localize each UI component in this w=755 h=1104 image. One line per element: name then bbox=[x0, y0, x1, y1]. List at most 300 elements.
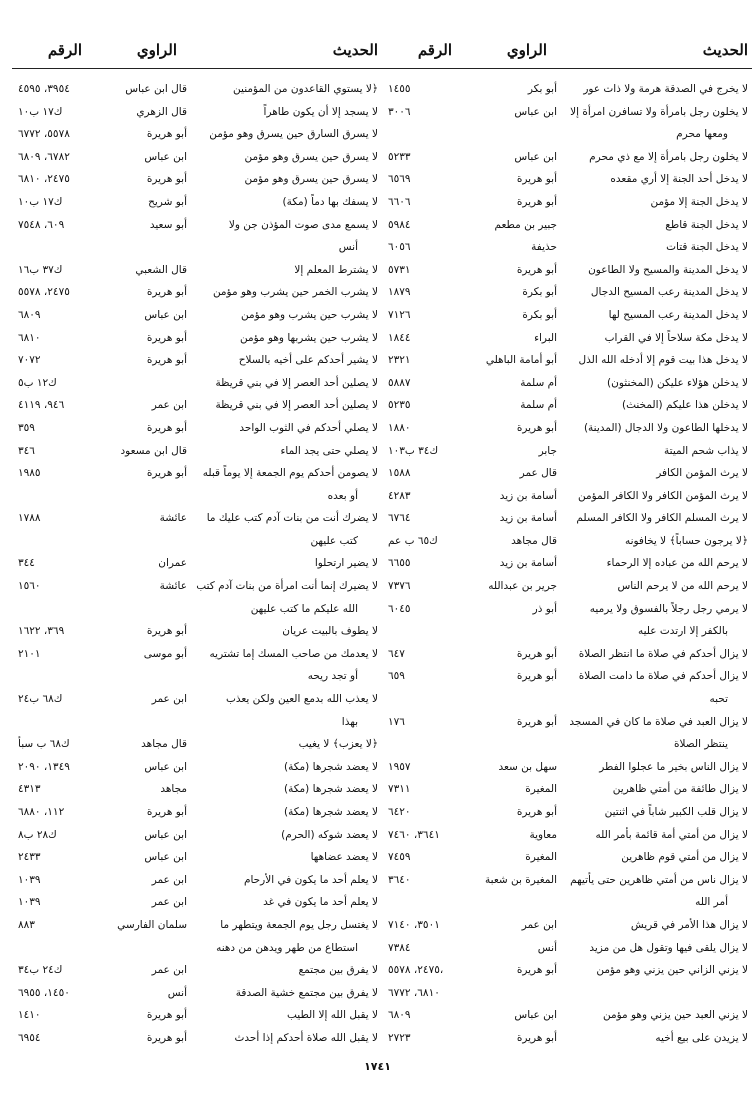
narrator-name: المغيرة bbox=[525, 851, 557, 864]
hadith-number: ٥٩٨٤ bbox=[388, 218, 411, 231]
hadith-text: لا يغتسل رجل يوم الجمعة ويتطهر ما bbox=[220, 918, 378, 931]
hadith-text: لا يرث المؤمن الكافر bbox=[656, 467, 748, 480]
index-row bbox=[382, 304, 752, 327]
hadith-number: ٥٢٣٥ bbox=[388, 399, 411, 412]
hadith-number: ٣٠٠٦ bbox=[388, 105, 411, 118]
index-row bbox=[382, 236, 752, 259]
hadith-number: ٦٨١٠ bbox=[18, 331, 41, 344]
hadith-number: ٤٢٨٣ bbox=[388, 489, 411, 502]
narrator-name: أبو هريرة bbox=[146, 354, 187, 367]
hadith-text: كتب عليهن bbox=[310, 534, 358, 547]
hadith-text: لا يزني الزاني حين يزني وهو مؤمن bbox=[596, 964, 748, 977]
index-row bbox=[382, 191, 752, 214]
hadith-text: لا يزال طائفة من أمتي ظاهرين bbox=[612, 783, 748, 796]
narrator-name: ابن عمر bbox=[151, 896, 187, 909]
hadith-text: لا يصلين أحد العصر إلا في بني قريظة bbox=[215, 399, 378, 412]
narrator-name: ابن عمر bbox=[151, 693, 187, 706]
index-row bbox=[12, 372, 382, 395]
hadith-number: ٦٦٥٥ bbox=[388, 557, 411, 570]
index-row bbox=[12, 394, 382, 417]
hadith-text: لا يعضد عضاهها bbox=[310, 851, 378, 864]
narrator-name: أبو هريرة bbox=[516, 647, 557, 660]
hadith-text: لا يصلي حتى يجد الماء bbox=[280, 444, 378, 457]
hadith-number: ٢٣٢١ bbox=[388, 354, 411, 367]
index-row bbox=[382, 982, 752, 1005]
index-row bbox=[382, 869, 752, 892]
narrator-name: ابن عباس bbox=[144, 760, 187, 773]
hadith-number: ك٣٧ ب١٦ bbox=[18, 263, 63, 276]
narrator-name: ابن عباس bbox=[514, 105, 557, 118]
index-row bbox=[382, 462, 752, 485]
table-header bbox=[382, 38, 752, 69]
narrator-name: أبو هريرة bbox=[146, 173, 187, 186]
narrator-name: البراء bbox=[534, 331, 557, 344]
hadith-number: ٣٦٩، ١٦٢٢ bbox=[18, 625, 65, 638]
header-hadith: الحديث bbox=[702, 41, 748, 59]
hadith-number: ١٨٧٩ bbox=[388, 286, 411, 299]
hadith-text: لا يخلون رجل بامرأة ولا تسافرن امرأة إلا bbox=[570, 105, 748, 118]
hadith-text: استطاع من طهر ويدهن من دهنه bbox=[216, 941, 358, 954]
narrator-name: ابن عمر bbox=[151, 964, 187, 977]
narrator-name: أبو هريرة bbox=[146, 467, 187, 480]
index-row bbox=[382, 123, 752, 146]
narrator-name: أبو بكر bbox=[527, 83, 557, 95]
narrator-name: أسامة بن زيد bbox=[499, 512, 557, 525]
index-row bbox=[12, 304, 382, 327]
header-narrator: الراوي bbox=[136, 41, 177, 59]
hadith-number: ٣٤٦ bbox=[18, 444, 35, 457]
hadith-text: لا يزيدن على بيع أخيه bbox=[655, 1031, 748, 1044]
hadith-number: ١٧٨٨ bbox=[18, 512, 41, 525]
hadith-number: ٦٩٥٤ bbox=[18, 1031, 41, 1044]
index-row bbox=[382, 643, 752, 666]
index-row bbox=[382, 1004, 752, 1027]
hadith-text: بالكفر إلا ارتدت عليه bbox=[638, 625, 728, 638]
narrator-name: ابن عباس bbox=[514, 1009, 557, 1022]
index-row bbox=[382, 914, 752, 937]
hadith-text: لا يعضد شجرها (مكة) bbox=[284, 760, 378, 773]
index-row bbox=[12, 485, 382, 508]
hadith-text: لا يطوف بالبيت عريان bbox=[282, 625, 378, 638]
index-row bbox=[382, 485, 752, 508]
hadith-text: لا يخلون رجل بامرأة إلا مع ذي محرم bbox=[589, 150, 748, 163]
hadith-text: لا يصلي أحدكم في الثوب الواحد bbox=[239, 421, 378, 434]
narrator-name: أبو هريرة bbox=[516, 715, 557, 728]
hadith-number: ١٨٤٤ bbox=[388, 331, 411, 344]
hadith-text: لا يزال ناس من أمتي ظاهرين حتى يأتيهم bbox=[570, 873, 748, 886]
index-row bbox=[382, 711, 752, 734]
index-row bbox=[12, 1004, 382, 1027]
hadith-text: لا يفرق بين مجتمع bbox=[298, 964, 378, 977]
index-row bbox=[12, 914, 382, 937]
hadith-text: لا يدخل مكة سلاحاً إلا في القراب bbox=[604, 331, 748, 344]
hadith-text: بهذا bbox=[341, 715, 358, 728]
narrator-name: المغيرة بن شعبة bbox=[485, 873, 557, 886]
index-row bbox=[382, 372, 752, 395]
narrator-name: أم سلمة bbox=[520, 399, 557, 412]
hadith-text: لا يعذب الله بدمع العين ولكن يعذب bbox=[225, 693, 378, 706]
index-row bbox=[382, 168, 752, 191]
narrator-name: ابن عباس bbox=[144, 308, 187, 321]
index-row bbox=[12, 530, 382, 553]
index-row bbox=[382, 665, 752, 688]
hadith-number: ١٤٥٥ bbox=[388, 83, 411, 95]
index-row bbox=[382, 214, 752, 237]
narrator-name: ابن عباس bbox=[514, 150, 557, 163]
index-row bbox=[12, 711, 382, 734]
index-row bbox=[382, 394, 752, 417]
hadith-number: ٦٤٢٠ bbox=[388, 806, 411, 818]
hadith-number: ١٥٨٨ bbox=[388, 467, 411, 480]
hadith-number: ك١٢ ب٥ bbox=[18, 376, 57, 389]
narrator-name: أبو هريرة bbox=[516, 806, 557, 818]
hadith-number: ٦٧٨٢، ٦٨٠٩ bbox=[18, 150, 70, 163]
hadith-text: لا يصلين أحد العصر إلا في بني قريظة bbox=[215, 376, 378, 389]
hadith-text: لا يصومن أحدكم يوم الجمعة إلا يوماً قبله bbox=[202, 467, 378, 480]
hadith-text: ﴿لا يعزب﴾ لا يغيب bbox=[298, 738, 378, 751]
index-row bbox=[382, 1027, 752, 1050]
index-row bbox=[12, 236, 382, 259]
hadith-number: ك٦٥ ب عم bbox=[388, 534, 438, 547]
hadith-number: ٦٥٩ bbox=[388, 670, 405, 683]
narrator-name: أبو هريرة bbox=[146, 1031, 187, 1044]
hadith-text: لا يدخلن هؤلاء عليكن (المخنثون) bbox=[607, 376, 748, 389]
narrator-name: معاوية bbox=[529, 828, 557, 841]
hadith-text: لا يعلم أحد ما يكون في الأرحام bbox=[243, 873, 378, 886]
index-row bbox=[12, 417, 382, 440]
hadith-number: ك٦٨ ب سبأ bbox=[18, 738, 70, 751]
left-column bbox=[12, 38, 382, 1050]
hadith-number: ك١٧ ب١٠ bbox=[18, 105, 63, 118]
hadith-number: ك١٧ ب١٠ bbox=[18, 195, 63, 208]
hadith-text: لا يرحم الله من عباده إلا الرحماء bbox=[606, 557, 748, 570]
hadith-number: ٨٨٣ bbox=[18, 918, 35, 931]
hadith-number: ٥٢٣٣ bbox=[388, 150, 411, 163]
index-row bbox=[382, 846, 752, 869]
index-row bbox=[382, 349, 752, 372]
hadith-text: لا يسرق حين يسرق وهو مؤمن bbox=[244, 173, 378, 186]
narrator-name: أبو هريرة bbox=[146, 421, 187, 434]
hadith-text: لا يدخل هذا بيت قوم إلا أدخله الله الذل bbox=[578, 354, 748, 367]
hadith-text: لا يقبل الله إلا الطيب bbox=[286, 1009, 378, 1022]
hadith-number: ٥٨٨٧ bbox=[388, 376, 411, 389]
hadith-number: ١٩٥٧ bbox=[388, 760, 411, 773]
hadith-text: لا يشرب حين يشرب وهو مؤمن bbox=[241, 308, 378, 321]
narrator-name: قال مجاهد bbox=[141, 738, 187, 751]
hadith-text: لا يزال قلب الكبير شاباً في اثنتين bbox=[604, 806, 748, 818]
index-row bbox=[12, 643, 382, 666]
hadith-text: لا يدخلها الطاعون ولا الدجال (المدينة) bbox=[583, 421, 748, 434]
hadith-text: أمر الله bbox=[695, 896, 728, 909]
hadith-text: لا يعضد شوكه (الحرم) bbox=[281, 828, 378, 841]
narrator-name: أبو أمامة الباهلي bbox=[485, 354, 557, 367]
index-row bbox=[12, 168, 382, 191]
hadith-text: لا يرحم الله من لا يرحم الناس bbox=[617, 580, 748, 593]
hadith-text: لا يدخل المدينة والمسيح ولا الطاعون bbox=[588, 263, 748, 276]
hadith-number: ٦٨٠٩ bbox=[18, 308, 41, 321]
hadith-text: لا يزال من أمتي قوم ظاهرين bbox=[621, 851, 748, 864]
hadith-number: ٣٦٤٠ bbox=[388, 873, 411, 886]
narrator-name: المغيرة bbox=[525, 783, 557, 796]
hadith-text: تحبه bbox=[709, 693, 728, 706]
hadith-text: لا يشترط المعلم إلا bbox=[294, 263, 378, 276]
hadith-number: ٦٥٦٩ bbox=[388, 173, 411, 186]
index-row bbox=[12, 462, 382, 485]
narrator-name: أبو هريرة bbox=[516, 195, 557, 208]
index-row bbox=[382, 530, 752, 553]
index-row bbox=[12, 733, 382, 756]
hadith-text: لا يزال يلقى فيها وتقول هل من مزيد bbox=[589, 941, 748, 954]
index-row bbox=[12, 281, 382, 304]
index-row bbox=[12, 327, 382, 350]
index-row bbox=[382, 778, 752, 801]
hadith-number: ٣٤٤ bbox=[18, 557, 35, 570]
hadith-text: لا يسرق السارق حين يسرق وهو مؤمن bbox=[209, 128, 378, 141]
narrator-name: ابن عباس bbox=[144, 828, 187, 841]
narrator-name: أم سلمة bbox=[520, 376, 557, 389]
index-row bbox=[382, 101, 752, 124]
hadith-text: لا يضرك أنت من بنات آدم كتب عليك ما bbox=[206, 512, 378, 525]
index-row bbox=[382, 146, 752, 169]
index-row bbox=[382, 327, 752, 350]
index-row bbox=[12, 78, 382, 101]
index-row bbox=[12, 869, 382, 892]
hadith-number: ٢٤٧٥، ٥٥٧٨ bbox=[18, 286, 70, 299]
hadith-text: أو تجد ريحه bbox=[307, 670, 358, 683]
index-row bbox=[12, 959, 382, 982]
narrator-name: أسامة بن زيد bbox=[499, 489, 557, 502]
hadith-number: ٦٤٧ bbox=[388, 647, 405, 660]
hadith-text: لا يشرب حين يشربها وهو مؤمن bbox=[239, 331, 378, 344]
narrator-name: عائشة bbox=[159, 512, 187, 525]
hadith-number: ١٨٨٠ bbox=[388, 421, 411, 434]
index-row bbox=[12, 801, 382, 824]
narrator-name: ابن عمر bbox=[151, 399, 187, 412]
hadith-number: ٢٤٧٥، ٦٨١٠ bbox=[18, 173, 70, 186]
hadith-number: ٧١٢٦ bbox=[388, 308, 411, 321]
index-row bbox=[382, 824, 752, 847]
narrator-name: أسامة بن زيد bbox=[499, 557, 557, 570]
narrator-name: سلمان الفارسي bbox=[117, 918, 187, 931]
narrator-name: أبو بكرة bbox=[522, 286, 557, 299]
hadith-number: ٣٦٤١، ٧٤٦٠ bbox=[388, 828, 440, 841]
hadith-text: لا يدخل الجنة إلا مؤمن bbox=[650, 195, 748, 208]
hadith-text: لا يعدمك من صاحب المسك إما تشتريه bbox=[209, 647, 378, 660]
hadith-text: لا يعضد شجرها (مكة) bbox=[284, 806, 378, 818]
hadith-text: لا يفرق بين مجتمع خشية الصدقة bbox=[235, 986, 378, 999]
hadith-text: لا يعضد شجرها (مكة) bbox=[284, 783, 378, 796]
hadith-number: ٦٦٠٦ bbox=[388, 195, 411, 208]
index-row bbox=[382, 552, 752, 575]
hadith-number: ٣٥٩ bbox=[18, 421, 35, 434]
index-row bbox=[12, 937, 382, 960]
hadith-number: ٦٠٥٦ bbox=[388, 241, 411, 254]
index-row bbox=[12, 123, 382, 146]
narrator-name: أبو هريرة bbox=[146, 1009, 187, 1022]
narrator-name: أبو هريرة bbox=[516, 421, 557, 434]
index-row bbox=[12, 891, 382, 914]
hadith-text: لا يزال الناس بخير ما عجلوا الفطر bbox=[599, 760, 748, 773]
hadith-number: ١٠٣٩ bbox=[18, 873, 41, 886]
hadith-text: لا يشير أحدكم على أخيه بالسلاح bbox=[238, 354, 378, 367]
hadith-text: لا يخرج في الصدقة هرمة ولا ذات عور bbox=[583, 83, 748, 95]
hadith-text: لا يزال هذا الأمر في قريش bbox=[630, 918, 748, 931]
hadith-text: ﴿لا يرجون حساباً﴾ لا يخافونه bbox=[624, 534, 748, 547]
narrator-name: ابن عباس bbox=[144, 851, 187, 864]
header-hadith: الحديث bbox=[332, 41, 378, 59]
hadith-number: ١٩٨٥ bbox=[18, 467, 41, 480]
index-row bbox=[382, 620, 752, 643]
hadith-number: ١٧٦ bbox=[388, 715, 405, 728]
hadith-text: لا يضيرك إنما أنت امرأة من بنات آدم كتب bbox=[196, 580, 378, 593]
hadith-text: لا يزني العبد حين يزني وهو مؤمن bbox=[602, 1009, 748, 1022]
hadith-text: لا يزال أحدكم في صلاة ما دامت الصلاة bbox=[578, 670, 748, 683]
narrator-name: أبو هريرة bbox=[516, 1031, 557, 1044]
hadith-number: ٥٥٧٨، ٦٧٧٢ bbox=[18, 128, 70, 141]
index-row bbox=[382, 937, 752, 960]
hadith-text: أو بعده bbox=[327, 489, 358, 502]
hadith-text: لا يدخل الجنة قتات bbox=[666, 241, 748, 254]
index-row bbox=[382, 440, 752, 463]
narrator-name: قال عمر bbox=[519, 467, 557, 480]
narrator-name: أبو هريرة bbox=[146, 806, 187, 818]
header-narrator: الراوي bbox=[506, 41, 547, 59]
header-number: الرقم bbox=[417, 41, 452, 59]
narrator-name: أبو هريرة bbox=[516, 670, 557, 683]
hadith-text: ينتظر الصلاة bbox=[674, 738, 728, 751]
hadith-number: ٢٤٧٥، ٥٥٧٨، bbox=[388, 964, 444, 977]
hadith-number: ٦٠٤٥ bbox=[388, 602, 411, 615]
hadith-text: لا يدخل الجنة قاطع bbox=[665, 218, 748, 231]
index-row bbox=[12, 598, 382, 621]
hadith-text: لا يزال من أمتي أمة قائمة بأمر الله bbox=[595, 828, 748, 841]
hadith-number: ٧٤٥٩ bbox=[388, 851, 411, 864]
right-rows bbox=[382, 78, 752, 1050]
narrator-name: ابن عمر bbox=[521, 918, 557, 931]
index-row bbox=[12, 620, 382, 643]
narrator-name: قال ابن مسعود bbox=[120, 444, 187, 457]
hadith-text: لا يدخل المدينة رعب المسيح الدجال bbox=[590, 286, 748, 299]
hadith-number: ٩٤٦، ٤١١٩ bbox=[18, 399, 65, 412]
narrator-name: أبو هريرة bbox=[516, 173, 557, 186]
index-row bbox=[12, 259, 382, 282]
index-row bbox=[12, 440, 382, 463]
narrator-name: أنس bbox=[167, 986, 187, 999]
index-row bbox=[12, 191, 382, 214]
narrator-name: ابن عمر bbox=[151, 873, 187, 886]
hadith-text: لا يشرب الخمر حين يشرب وهو مؤمن bbox=[212, 286, 378, 299]
hadith-text: لا يدخلن هذا عليكم (المخنث) bbox=[621, 399, 748, 412]
hadith-number: ٦٠٩، ٧٥٤٨ bbox=[18, 218, 65, 231]
hadith-text: لا يسرق حين يسرق وهو مؤمن bbox=[244, 150, 378, 163]
hadith-text: لا يذاب شحم الميتة bbox=[664, 444, 748, 457]
hadith-text: لا يرث المسلم الكافر ولا الكافر المسلم bbox=[576, 512, 748, 525]
narrator-name: جرير بن عبدالله bbox=[488, 580, 557, 593]
hadith-number: ٢٧٢٣ bbox=[388, 1031, 411, 1044]
narrator-name: أبو هريرة bbox=[146, 286, 187, 299]
hadith-text: ﴿لا يستوي القاعدون من المؤمنين bbox=[233, 83, 378, 95]
hadith-text: لا يزال العبد في صلاة ما كان في المسجد bbox=[569, 715, 748, 728]
narrator-name: قال الشعبي bbox=[135, 263, 187, 276]
narrator-name: أبو بكرة bbox=[522, 308, 557, 321]
index-row bbox=[12, 824, 382, 847]
index-row bbox=[12, 665, 382, 688]
hadith-text: لا يدخل المدينة رعب المسيح لها bbox=[608, 308, 748, 321]
index-row bbox=[12, 846, 382, 869]
hadith-number: ٦٧٦٤ bbox=[388, 512, 411, 525]
index-row bbox=[382, 959, 752, 982]
narrator-name: أبو هريرة bbox=[146, 128, 187, 141]
narrator-name: أبو موسى bbox=[143, 647, 187, 660]
hadith-number: ٢١٠١ bbox=[18, 647, 41, 660]
index-row bbox=[12, 146, 382, 169]
left-rows bbox=[12, 78, 382, 1050]
hadith-text: أنس bbox=[338, 241, 358, 254]
hadith-number: ١٥٦٠ bbox=[18, 580, 41, 593]
right-column bbox=[382, 38, 752, 1050]
hadith-text: لا يزال أحدكم في صلاة ما انتظر الصلاة bbox=[578, 647, 748, 660]
index-row bbox=[382, 598, 752, 621]
hadith-number: ٧٣١١ bbox=[388, 783, 411, 796]
hadith-number: ٥٧٣١ bbox=[388, 263, 411, 276]
hadith-number: ٧٣٨٤ bbox=[388, 941, 411, 954]
hadith-number: ١٤١٠ bbox=[18, 1009, 41, 1022]
narrator-name: أبو هريرة bbox=[146, 331, 187, 344]
hadith-text: لا يسمع مدى صوت المؤذن جن ولا bbox=[228, 218, 378, 231]
narrator-name: أبو ذر bbox=[532, 602, 557, 615]
narrator-name: أبو سعيد bbox=[149, 218, 187, 231]
narrator-name: أبو هريرة bbox=[146, 625, 187, 638]
hadith-number: ٣٩٥٤، ٤٥٩٥ bbox=[18, 83, 70, 95]
hadith-text: لا يضير ارتحلوا bbox=[314, 557, 378, 570]
index-row bbox=[382, 733, 752, 756]
hadith-number: ١١٢، ٦٨٨٠ bbox=[18, 806, 65, 818]
narrator-name: جابر bbox=[538, 444, 557, 457]
narrator-name: أبو شريح bbox=[148, 195, 187, 208]
index-row bbox=[382, 78, 752, 101]
index-row bbox=[12, 575, 382, 598]
index-row bbox=[12, 101, 382, 124]
narrator-name: أبو هريرة bbox=[516, 263, 557, 276]
index-row bbox=[382, 756, 752, 779]
narrator-name: قال الزهري bbox=[136, 105, 187, 118]
narrator-name: أبو هريرة bbox=[516, 964, 557, 977]
hadith-number: ٧٠٧٢ bbox=[18, 354, 41, 367]
narrator-name: عائشة bbox=[159, 580, 187, 593]
index-row bbox=[382, 688, 752, 711]
hadith-number: ٣٥٠١، ٧١٤٠ bbox=[388, 918, 440, 931]
index-row bbox=[12, 756, 382, 779]
narrator-name: عمران bbox=[158, 557, 187, 570]
hadith-number: ٤٣١٣ bbox=[18, 783, 41, 796]
narrator-name: حذيفة bbox=[531, 241, 557, 254]
hadith-text: لا يعلم أحد ما يكون في غد bbox=[263, 896, 378, 909]
hadith-text: الله عليكم ما كتب عليهن bbox=[250, 602, 358, 615]
hadith-text: لا يقبل الله صلاة أحدكم إذا أحدث bbox=[234, 1031, 378, 1044]
narrator-name: مجاهد bbox=[160, 783, 187, 796]
hadith-number: ١٠٣٩ bbox=[18, 896, 41, 909]
hadith-text: لا يسجد إلا أن يكون طاهراً bbox=[263, 105, 378, 118]
hadith-number: ك٢٨ ب٨ bbox=[18, 828, 57, 841]
hadith-number: ١٣٤٩، ٢٠٩٠ bbox=[18, 760, 70, 773]
index-row bbox=[382, 259, 752, 282]
index-row bbox=[12, 778, 382, 801]
index-row bbox=[382, 507, 752, 530]
index-row bbox=[12, 552, 382, 575]
index-row bbox=[12, 507, 382, 530]
index-row bbox=[12, 349, 382, 372]
index-row bbox=[12, 214, 382, 237]
